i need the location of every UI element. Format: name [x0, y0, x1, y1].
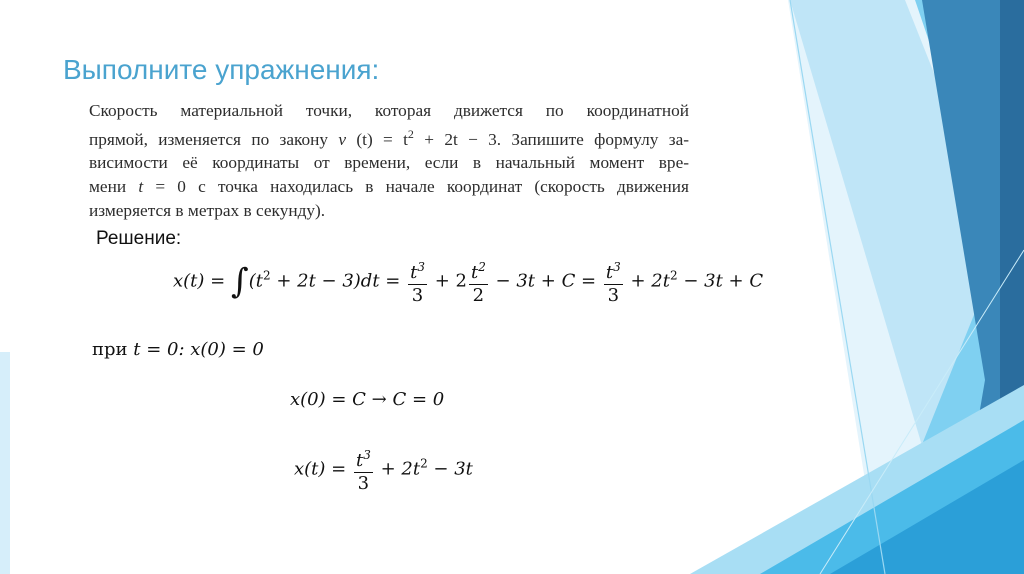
fraction-denominator: 3 — [357, 473, 370, 494]
condition-t: t — [133, 339, 141, 360]
eq1-tail-start: + 2t — [624, 270, 670, 292]
integral-sign: ∫ — [230, 261, 249, 302]
initial-condition — [92, 339, 264, 360]
left-accent-strip — [0, 352, 10, 574]
problem-line-3: висимости её координаты от времени, если в начальный момент вре- — [89, 153, 689, 173]
slide-title: Выполните упражнения: — [63, 54, 380, 85]
numerator-base: t — [410, 262, 418, 283]
numerator-exponent: 3 — [417, 260, 425, 274]
problem-text — [89, 99, 689, 223]
equation-integral — [173, 256, 763, 307]
numerator-base: t — [605, 262, 614, 283]
condition-equation: = 0: x(0) = 0 — [140, 339, 264, 360]
eq1-lhs: x(t) = — [173, 270, 231, 292]
fraction-result — [354, 444, 373, 495]
eq1-plus-two: + 2 — [428, 270, 467, 292]
problem-line-2-end: + 2t − 3. Запишите формулу за- — [413, 129, 690, 149]
solution-label: Решение: — [96, 228, 182, 249]
problem-line-4 — [89, 175, 689, 199]
condition-word: при — [92, 339, 134, 360]
velocity-formula: (t) = t — [346, 129, 408, 149]
fraction-denominator: 3 — [411, 285, 424, 306]
velocity-symbol: v — [338, 129, 347, 149]
problem-line-4-start: мени — [89, 177, 139, 197]
fraction-denominator: 3 — [607, 285, 620, 306]
numerator-exponent: 2 — [478, 260, 486, 274]
problem-line-1: Скорость материальной точки, которая движется по координатной — [89, 101, 689, 120]
equation-constant: x(0) = C → C = 0 — [290, 389, 445, 410]
fraction-numerator — [604, 256, 623, 285]
eq3-lhs: x(t) = — [294, 458, 352, 480]
eq1-integrand-exponent: 2 — [262, 268, 271, 283]
eq3-tail-end: − 3t — [427, 458, 473, 480]
time-symbol: t — [138, 177, 144, 197]
velocity-exponent: 2 — [407, 126, 414, 141]
fraction-t3-over-3 — [408, 256, 427, 307]
numerator-base: t — [470, 262, 479, 283]
numerator-exponent: 3 — [363, 448, 371, 462]
eq1-integrand-start: (t — [248, 270, 263, 292]
problem-line-4-end: = 0 с точка находилась в начале координат (скорость движения — [143, 177, 689, 197]
eq1-tail-end: − 3t + C — [677, 270, 764, 292]
fraction-numerator — [469, 256, 488, 285]
problem-line-2-start: прямой, изменяется по закону — [89, 129, 339, 149]
numerator-exponent: 3 — [613, 260, 621, 274]
fraction-t2-over-2 — [469, 256, 488, 307]
eq1-middle: − 3t + C = — [489, 270, 602, 292]
fraction-numerator — [354, 444, 373, 473]
problem-line-5: измеряется в метрах в секунду). — [89, 200, 326, 220]
fraction-numerator — [408, 256, 427, 285]
eq1-integrand-end: + 2t − 3)dt = — [270, 270, 407, 292]
problem-line-2 — [89, 123, 689, 152]
eq3-tail-exponent: 2 — [420, 456, 428, 471]
fraction-t3-over-3-second — [604, 256, 623, 307]
equation-result — [294, 444, 473, 495]
eq3-tail-start: + 2t — [374, 458, 421, 480]
numerator-base: t — [355, 450, 364, 471]
eq1-tail-exponent: 2 — [669, 268, 678, 283]
fraction-denominator: 2 — [472, 285, 485, 306]
